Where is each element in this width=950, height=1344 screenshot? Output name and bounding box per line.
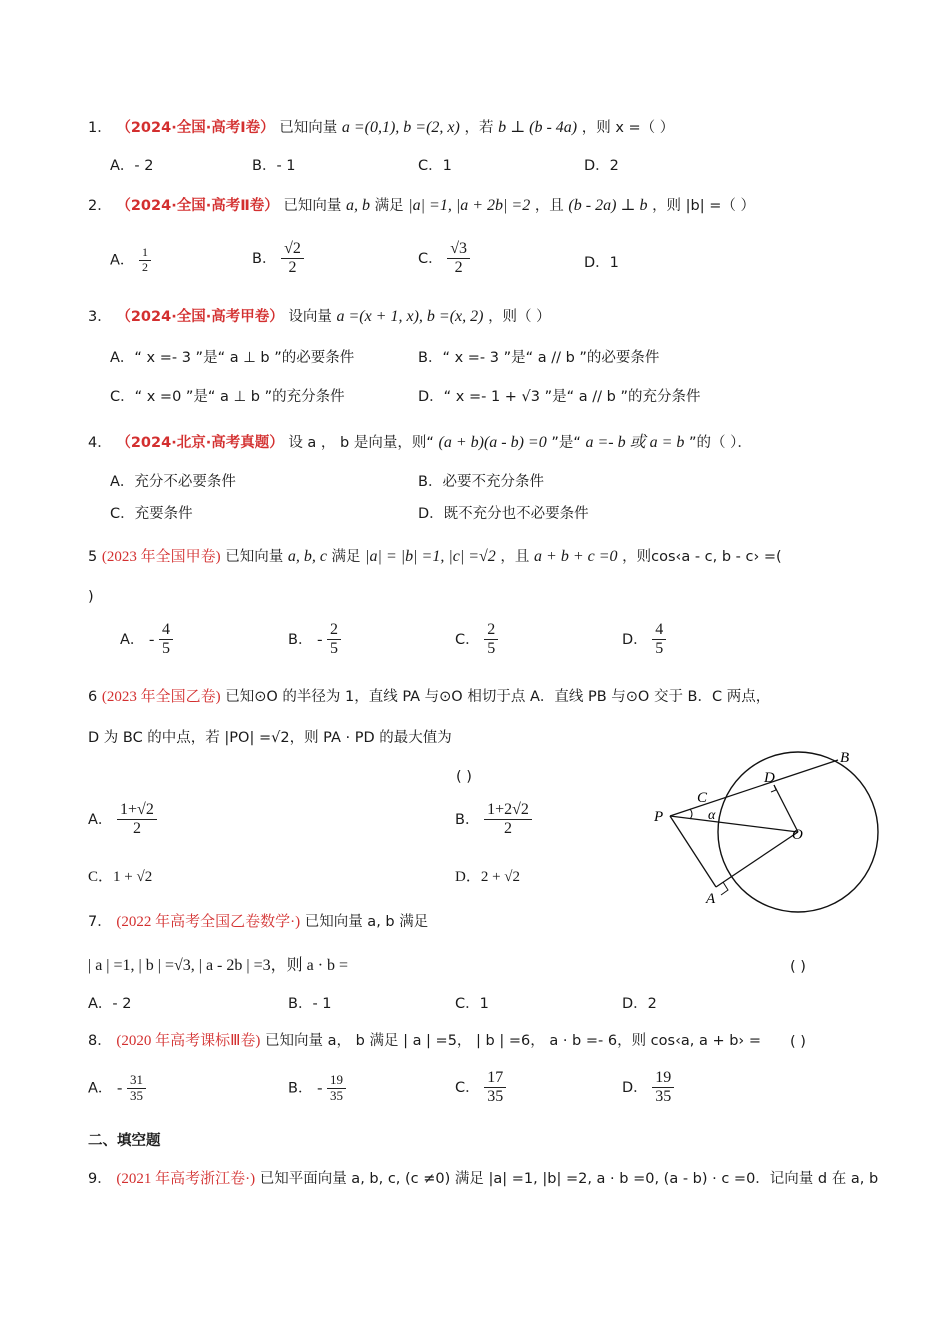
right-angle-a	[721, 882, 728, 895]
angle-alpha-arc	[690, 809, 692, 819]
q2-option-d: D．1	[584, 255, 619, 271]
q6-option-c: C．1 + √2	[88, 869, 153, 885]
label-a: A	[706, 891, 716, 907]
question-2-stem: 2． （2024·全国·高考Ⅱ卷） 已知向量 a, b 满足 |a| =1, |a + 2b| =2 ，且 (b - 2a) ⊥ b ，则 |b| =（ ）	[88, 197, 756, 214]
label-alpha: α	[708, 808, 716, 823]
q1-option-d: D．2	[584, 158, 619, 174]
label-o: O	[792, 827, 803, 843]
question-source: （2024·全国·高考Ⅰ卷）	[116, 120, 275, 136]
line-do	[774, 785, 798, 832]
label-d: D	[764, 770, 775, 786]
line-pa	[670, 816, 716, 887]
q3-option-d: D．“ x =- 1 + √3 ”是“ a // b ”的充分条件	[418, 389, 701, 405]
q8-option-c: C． $\frac{17}{35}$	[455, 1069, 506, 1107]
question-8-stem: 8． (2020 年高考课标Ⅲ卷) 已知向量 a， b 满足 | a | =5， | b | =6， a · b =- 6，则 cos‹a, a + b› =	[88, 1033, 761, 1049]
q5-option-a: A． - $\frac{4}{5}$	[120, 621, 173, 659]
line-po	[670, 816, 798, 832]
q7-option-b: B．- 1	[288, 996, 332, 1012]
q8-option-d: D． $\frac{19}{35}$	[622, 1069, 674, 1107]
q6-option-d: D．2 + √2	[455, 869, 521, 885]
question-number: 1．	[88, 120, 112, 136]
question-7-condition: | a | =1, | b | =√3, | a - 2b | =3，则 a · b =	[88, 957, 349, 974]
question-1-stem: 1． （2024·全国·高考Ⅰ卷） 已知向量 a =(0,1), b =(2, x) ，若 b ⊥ (b - 4a) ，则 x =（ ）	[88, 119, 675, 136]
q5-option-b: B． - $\frac{2}{5}$	[288, 621, 341, 659]
label-b: B	[840, 750, 850, 766]
q5-option-d: D． $\frac{4}{5}$	[622, 621, 666, 659]
q7-answer-paren: ( )	[790, 959, 806, 975]
circle-tangent-figure	[640, 740, 890, 915]
q2-option-c: C． $\frac{√3}{2}$	[418, 240, 470, 278]
q1-option-c: C．1	[418, 158, 452, 174]
q6-answer-paren: ( )	[456, 769, 472, 785]
question-3-stem: 3． （2024·全国·高考甲卷） 设向量 a =(x + 1, x), b =(x, 2) ，则（ ）	[88, 308, 551, 325]
q1-option-b: B．- 1	[252, 158, 296, 174]
q3-option-a: A．“ x =- 3 ”是“ a ⊥ b ”的必要条件	[110, 350, 355, 366]
q7-option-d: D．2	[622, 996, 657, 1012]
q4-option-c: C．充要条件	[110, 506, 193, 522]
question-7-stem: 7． (2022 年高考全国乙卷数学·) 已知向量 a, b 满足	[88, 914, 429, 930]
q3-option-c: C．“ x =0 ”是“ a ⊥ b ”的充分条件	[110, 389, 345, 405]
label-p: P	[654, 809, 664, 825]
q4-option-d: D．既不充分也不必要条件	[418, 506, 589, 522]
q5-option-c: C． $\frac{2}{5}$	[455, 621, 498, 659]
q7-option-c: C．1	[455, 996, 489, 1012]
q5-wrap: )	[88, 589, 94, 605]
q4-option-b: B．必要不充分条件	[418, 474, 544, 490]
q8-option-b: B． - $\frac{19}{35}$	[288, 1073, 346, 1104]
line-ao	[716, 832, 798, 887]
question-6-stem: 6 (2023 年全国乙卷) 已知⊙O 的半径为 1，直线 PA 与⊙O 相切于点 A．直线 PB 与⊙O 交于 B．C 两点，	[88, 689, 771, 705]
question-6-stem-line2: D 为 BC 的中点，若 |PO| =√2，则 PA · PD 的最大值为	[88, 730, 452, 746]
q2-option-b: B． $\frac{√2}{2}$	[252, 240, 304, 278]
label-c: C	[697, 790, 708, 806]
question-4-stem: 4． （2024·北京·高考真题） 设 a ， b 是向量，则“ (a + b)(a - b) =0 ”是“ a =- b 或 a = b ”的（ ）．	[88, 434, 752, 451]
q7-option-a: A．- 2	[88, 996, 132, 1012]
section-title: 二、填空题	[88, 1133, 161, 1149]
q6-option-b: B． $\frac{1+2√2}{2}$	[455, 801, 532, 839]
q1-option-a: A．- 2	[110, 158, 154, 174]
q6-option-a: A． $\frac{1+√2}{2}$	[88, 801, 157, 839]
q8-answer-paren: ( )	[790, 1034, 806, 1050]
q3-option-b: B．“ x =- 3 ”是“ a // b ”的必要条件	[418, 350, 660, 366]
question-9-stem: 9． (2021 年高考浙江卷·) 已知平面向量 a, b, c, (c ≠0) 满足 |a| =1, |b| =2, a · b =0, (a - b) · c =0．记向量 d 在 a, b	[88, 1171, 879, 1187]
q2-option-a: A． $\frac{1}{2}$	[110, 246, 151, 275]
line-pb	[670, 760, 838, 816]
q4-option-a: A．充分不必要条件	[110, 474, 236, 490]
question-5-stem: 5 (2023 年全国甲卷) 已知向量 a, b, c 满足 |a| = |b| =1, |c| =√2 ，且 a + b + c =0 ，则cos‹a - c, b - c› =(	[88, 548, 782, 565]
q8-option-a: A． - $\frac{31}{35}$	[88, 1073, 146, 1104]
